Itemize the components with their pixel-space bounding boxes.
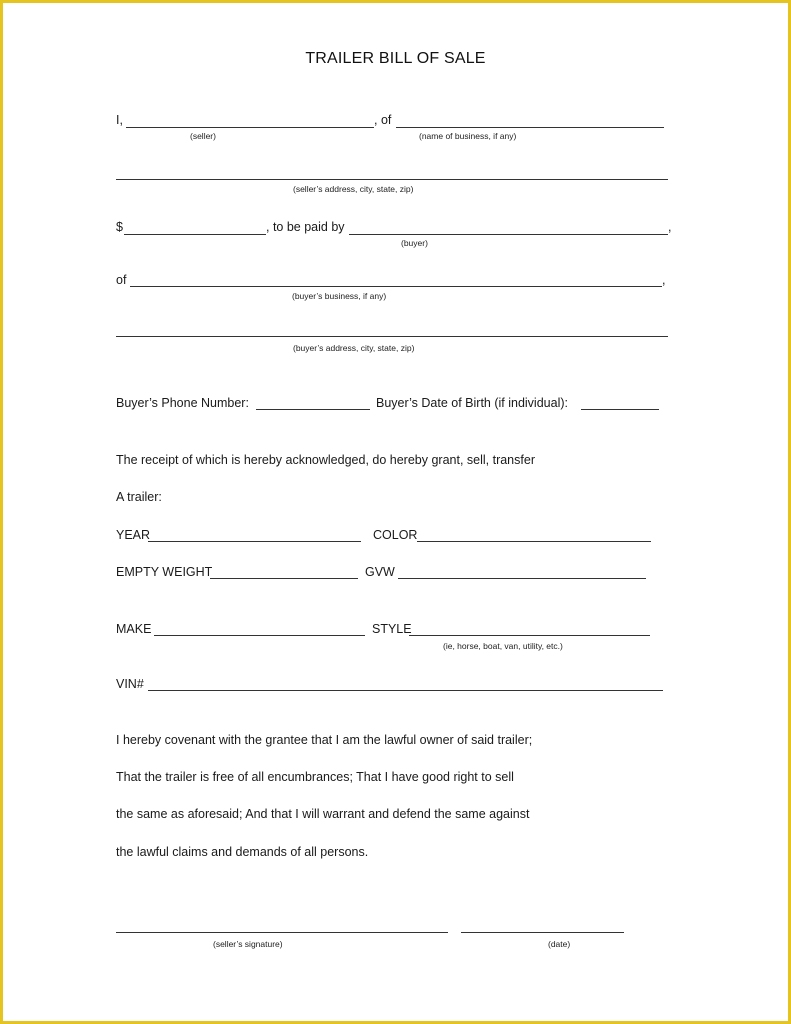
caption-seller: (seller) bbox=[190, 131, 216, 141]
price-field[interactable] bbox=[124, 234, 266, 235]
label-make: MAKE bbox=[116, 622, 152, 636]
label-buyer-phone: Buyer’s Phone Number: bbox=[116, 396, 249, 410]
caption-date: (date) bbox=[548, 939, 571, 949]
covenant-line-4: the lawful claims and demands of all persons. bbox=[116, 845, 369, 859]
covenant-line-3: the same as aforesaid; And that I will warrant and defend the same against bbox=[116, 807, 530, 821]
comma-2: , bbox=[662, 273, 666, 287]
caption-buyer: (buyer) bbox=[401, 238, 428, 248]
buyer-dob-field[interactable] bbox=[581, 409, 659, 410]
receipt-text: The receipt of which is hereby acknowledged, do hereby grant, sell, transfer bbox=[116, 453, 535, 467]
make-field[interactable] bbox=[154, 635, 365, 636]
vin-field[interactable] bbox=[148, 690, 663, 691]
a-trailer-label: A trailer: bbox=[116, 490, 162, 504]
seller-signature-field[interactable] bbox=[116, 932, 448, 933]
document-title: TRAILER BILL OF SALE bbox=[305, 50, 486, 67]
covenant-line-1: I hereby covenant with the grantee that I am the lawful owner of said trailer; bbox=[116, 733, 533, 747]
label-vin: VIN# bbox=[116, 677, 144, 691]
caption-buyer-business: (buyer’s business, if any) bbox=[292, 291, 387, 301]
buyer-business-field[interactable] bbox=[130, 286, 662, 287]
gvw-field[interactable] bbox=[398, 578, 646, 579]
covenant-line-2: That the trailer is free of all encumbrances; That I have good right to sell bbox=[116, 770, 514, 784]
date-field[interactable] bbox=[461, 932, 624, 933]
buyer-phone-field[interactable] bbox=[256, 409, 370, 410]
label-buyer-dob: Buyer’s Date of Birth (if individual): bbox=[376, 396, 568, 410]
caption-style-examples: (ie, horse, boat, van, utility, etc.) bbox=[443, 641, 563, 651]
caption-buyer-address: (buyer’s address, city, state, zip) bbox=[293, 343, 415, 353]
label-i: I, bbox=[116, 113, 123, 127]
empty-weight-field[interactable] bbox=[210, 578, 358, 579]
seller-name-field[interactable] bbox=[126, 127, 374, 128]
label-year: YEAR bbox=[116, 528, 151, 542]
label-empty-weight: EMPTY WEIGHT bbox=[116, 565, 213, 579]
caption-seller-signature: (seller’s signature) bbox=[213, 939, 283, 949]
label-style: STYLE bbox=[372, 622, 412, 636]
caption-business-name: (name of business, if any) bbox=[419, 131, 517, 141]
seller-address-field[interactable] bbox=[116, 179, 668, 180]
business-name-field[interactable] bbox=[396, 127, 664, 128]
comma-1: , bbox=[668, 220, 672, 234]
label-gvw: GVW bbox=[365, 565, 395, 579]
label-of: , of bbox=[374, 113, 392, 127]
buyer-name-field[interactable] bbox=[349, 234, 668, 235]
label-of-2: of bbox=[116, 273, 127, 287]
year-field[interactable] bbox=[148, 541, 361, 542]
caption-seller-address: (seller’s address, city, state, zip) bbox=[293, 184, 414, 194]
label-color: COLOR bbox=[373, 528, 418, 542]
label-dollar: $ bbox=[116, 220, 123, 234]
buyer-address-field[interactable] bbox=[116, 336, 668, 337]
label-to-be-paid-by: , to be paid by bbox=[266, 220, 345, 234]
color-field[interactable] bbox=[417, 541, 651, 542]
style-field[interactable] bbox=[409, 635, 650, 636]
